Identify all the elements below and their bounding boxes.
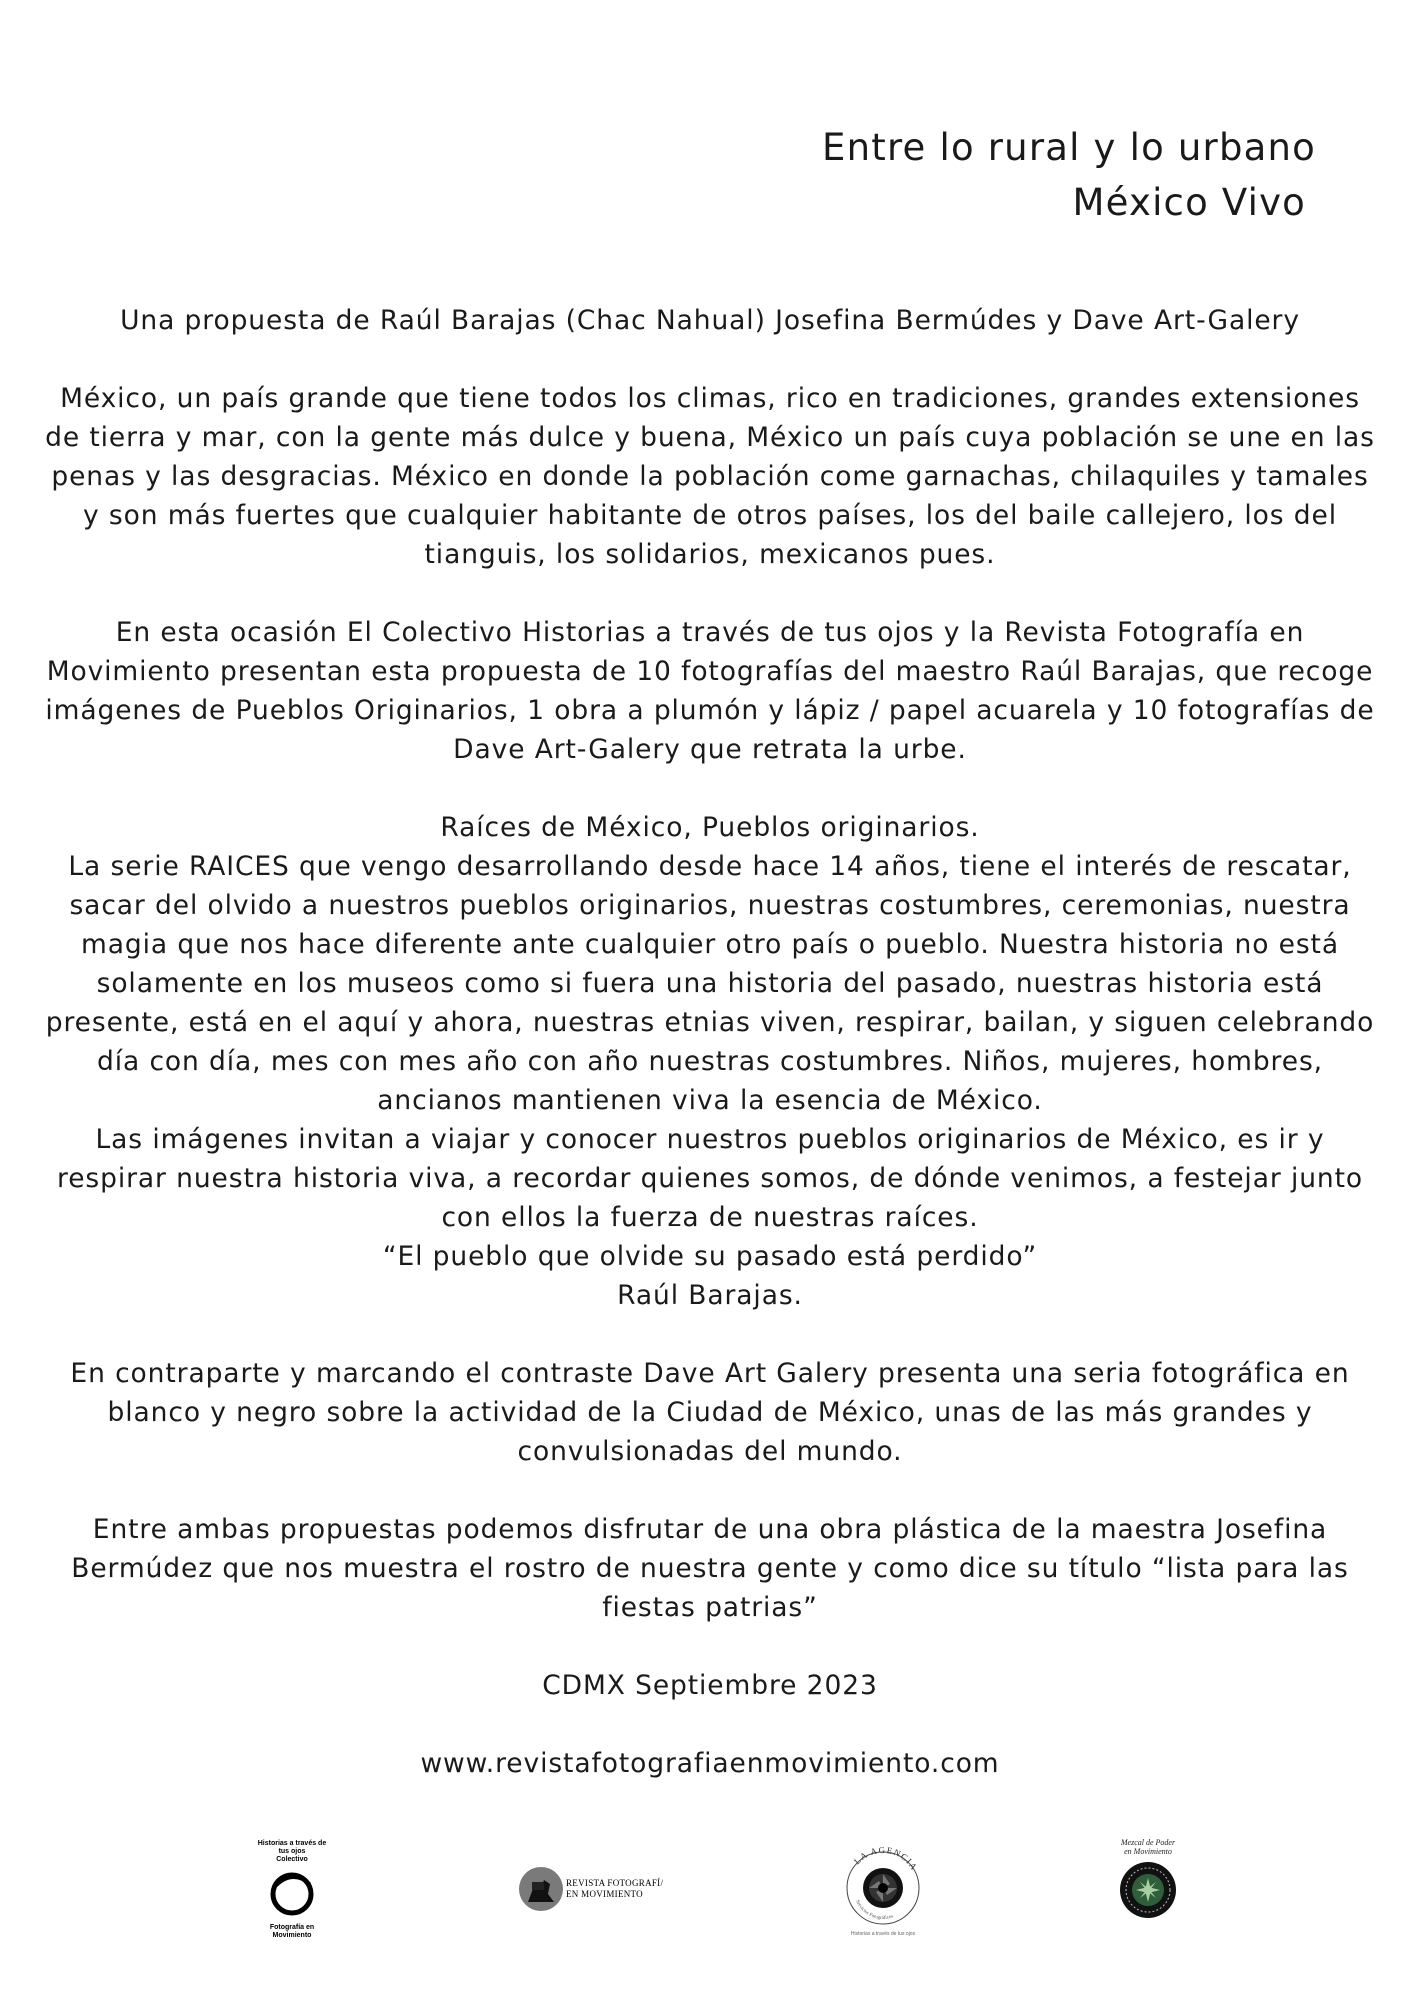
agencia-logo: [838, 1838, 928, 1938]
paragraph-dave: En contraparte y marcando el contraste Dave Art Galery presenta una seria fotográfica en blanco y negro sobre la actividad de la Ciudad de México, unas de las más grandes y convulsionadas del mundo.: [70, 1358, 1350, 1467]
enso-ring-icon: [266, 1868, 318, 1920]
imagenes-text: Las imágenes invitan a viajar y conocer nuestros pueblos originarios de México, es ir y respirar nuestra historia viva, a recordar quienes somos, de dónde venimos, a festejar junto con ellos la fuerza de nuestras raíces.: [56, 1124, 1364, 1233]
historias-logo: [252, 1840, 332, 1940]
mezcal-logo-line-1: Mezcal de Poder: [1120, 1838, 1176, 1847]
agencia-logo-subtitle: Servicios Fotográficos: [854, 1899, 895, 1922]
mezcal-logo: [1108, 1838, 1188, 1938]
agave-badge-icon: [1118, 1860, 1178, 1920]
paragraph-josefina: Entre ambas propuestas podemos disfrutar de una obra plástica de la maestra Josefina Bermúdez que nos muestra el rostro de nuestra gente y como dice su título “lista para las fiestas patrias”: [71, 1514, 1349, 1623]
mezcal-logo-line-2: en Movimiento: [1124, 1847, 1172, 1856]
website-link[interactable]: www.revistafotografiaenmovimiento.com: [420, 1748, 1000, 1779]
camera-aperture-icon: [838, 1838, 928, 1938]
revista-logo-line-2: EN MOVIMIENTO: [566, 1889, 643, 1899]
revista-logo-line-1: REVISTA FOTOGRAFÍ/: [566, 1878, 664, 1888]
historias-logo-footer: Fotografía en Movimiento: [269, 1924, 315, 1939]
title-line-1: Entre lo rural y lo urbano: [822, 126, 1316, 169]
quote-author: Raúl Barajas.: [617, 1280, 803, 1311]
paragraph-colectivo: En esta ocasión El Colectivo Historias a través de tus ojos y la Revista Fotografía en Movimiento presentan esta propuesta de 10 fotografías del maestro Raúl Barajas, que recoge imágenes de Pueblos Originarios, 1 obra a plumón y lápiz / papel acuarela y 10 fotografías de Dave Art-Galery que retrata la urbe.: [45, 617, 1375, 765]
date-line: CDMX Septiembre 2023: [542, 1670, 878, 1701]
agencia-logo-name: LA AGENCIA: [851, 1844, 920, 1873]
agencia-logo-tagline: Historias a través de tus ojos: [850, 1931, 916, 1937]
document-title: [822, 120, 1316, 230]
raices-heading: Raíces de México, Pueblos originarios.: [440, 812, 980, 843]
raices-text: La serie RAICES que vengo desarrollando desde hace 14 años, tiene el interés de rescatar, sacar del olvido a nuestros pueblos originarios, nuestras costumbres, ceremonias, nuestra magia que nos hace diferente ante cualquier otro país o pueblo. Nuestra historia no está solamente en los museos como si fuera una historia del pasado, nuestras historia está presente, está en el aquí y ahora, nuestras etnias viven, respirar, bailan, y siguen celebrando día con día, mes con mes año con año nuestras costumbres. Niños, mujeres, hombres, ancianos mantienen viva la esencia de México.: [45, 851, 1375, 1116]
paragraph-mexico: México, un país grande que tiene todos los climas, rico en tradiciones, grandes extensiones de tierra y mar, con la gente más dulce y buena, México un país cuya población se une en las penas y las desgracias. México en donde la población come garnachas, chilaquiles y tamales y son más fuertes que cualquier habitante de otros países, los del baile callejero, los del tianguis, los solidarios, mexicanos pues.: [45, 383, 1375, 570]
intro-line: Una propuesta de Raúl Barajas (Chac Nahual) Josefina Bermúdes y Dave Art-Galery: [120, 305, 1300, 336]
revista-logo: [518, 1864, 663, 1914]
historias-logo-subtitle: Colectivo: [276, 1856, 308, 1863]
historias-logo-title: Historias a través de tus ojos: [257, 1840, 327, 1855]
document-body: [40, 301, 1380, 1822]
title-line-2: México Vivo: [1072, 181, 1306, 224]
quote: “El pueblo que olvide su pasado está perdido”: [382, 1241, 1038, 1272]
sponsor-logos: [0, 1838, 1414, 1958]
photographer-icon: [518, 1866, 564, 1912]
